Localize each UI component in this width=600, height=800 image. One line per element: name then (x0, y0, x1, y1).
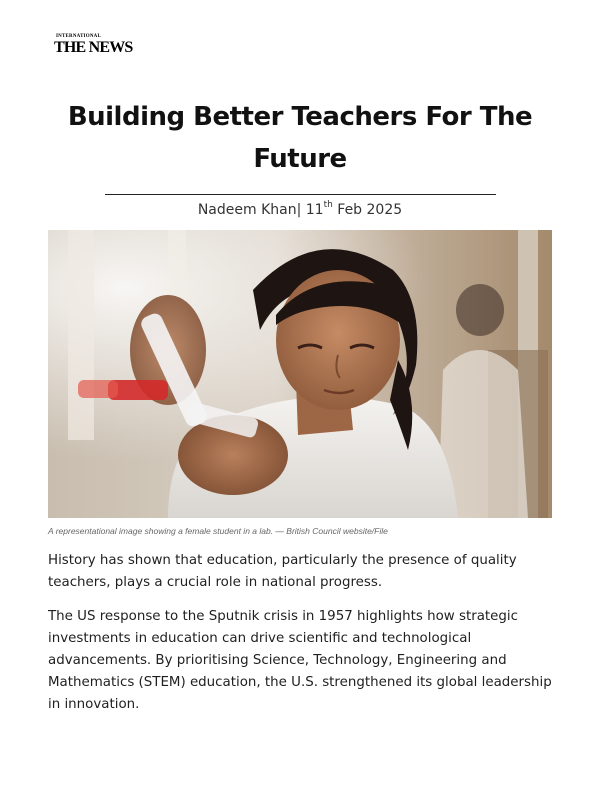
article-byline (0, 201, 600, 219)
student-lab-photo (48, 230, 552, 518)
byline-separator: | (296, 202, 302, 218)
article-paragraph-1: History has shown that education, particularly the presence of quality teachers, plays a crucial role in national progress. (48, 553, 517, 590)
publish-month-year: Feb 2025 (337, 202, 403, 218)
article-paragraph-2: The US response to the Sputnik crisis in 1957 highlights how strategic investments in education can drive scientific and technological advancements. By prioritising Science, Technology, Engineering and Mathematics (STEM) education, the U.S. strengthened its global leadership in innovation. (48, 609, 552, 712)
article-photo (48, 230, 552, 518)
publish-day-suffix: th (323, 200, 333, 211)
publish-day: 11 (305, 202, 324, 218)
masthead-logo[interactable] (54, 34, 134, 58)
masthead-name: THE NEWS (54, 39, 133, 56)
article-headline: Building Better Teachers For The Future (67, 102, 533, 174)
masthead-top-label: INTERNATIONAL (56, 34, 102, 39)
author-name: Nadeem Khan (197, 202, 297, 218)
headline-divider (105, 194, 496, 195)
image-caption: A representational image showing a female student in a lab. — British Council website/File (48, 526, 388, 536)
